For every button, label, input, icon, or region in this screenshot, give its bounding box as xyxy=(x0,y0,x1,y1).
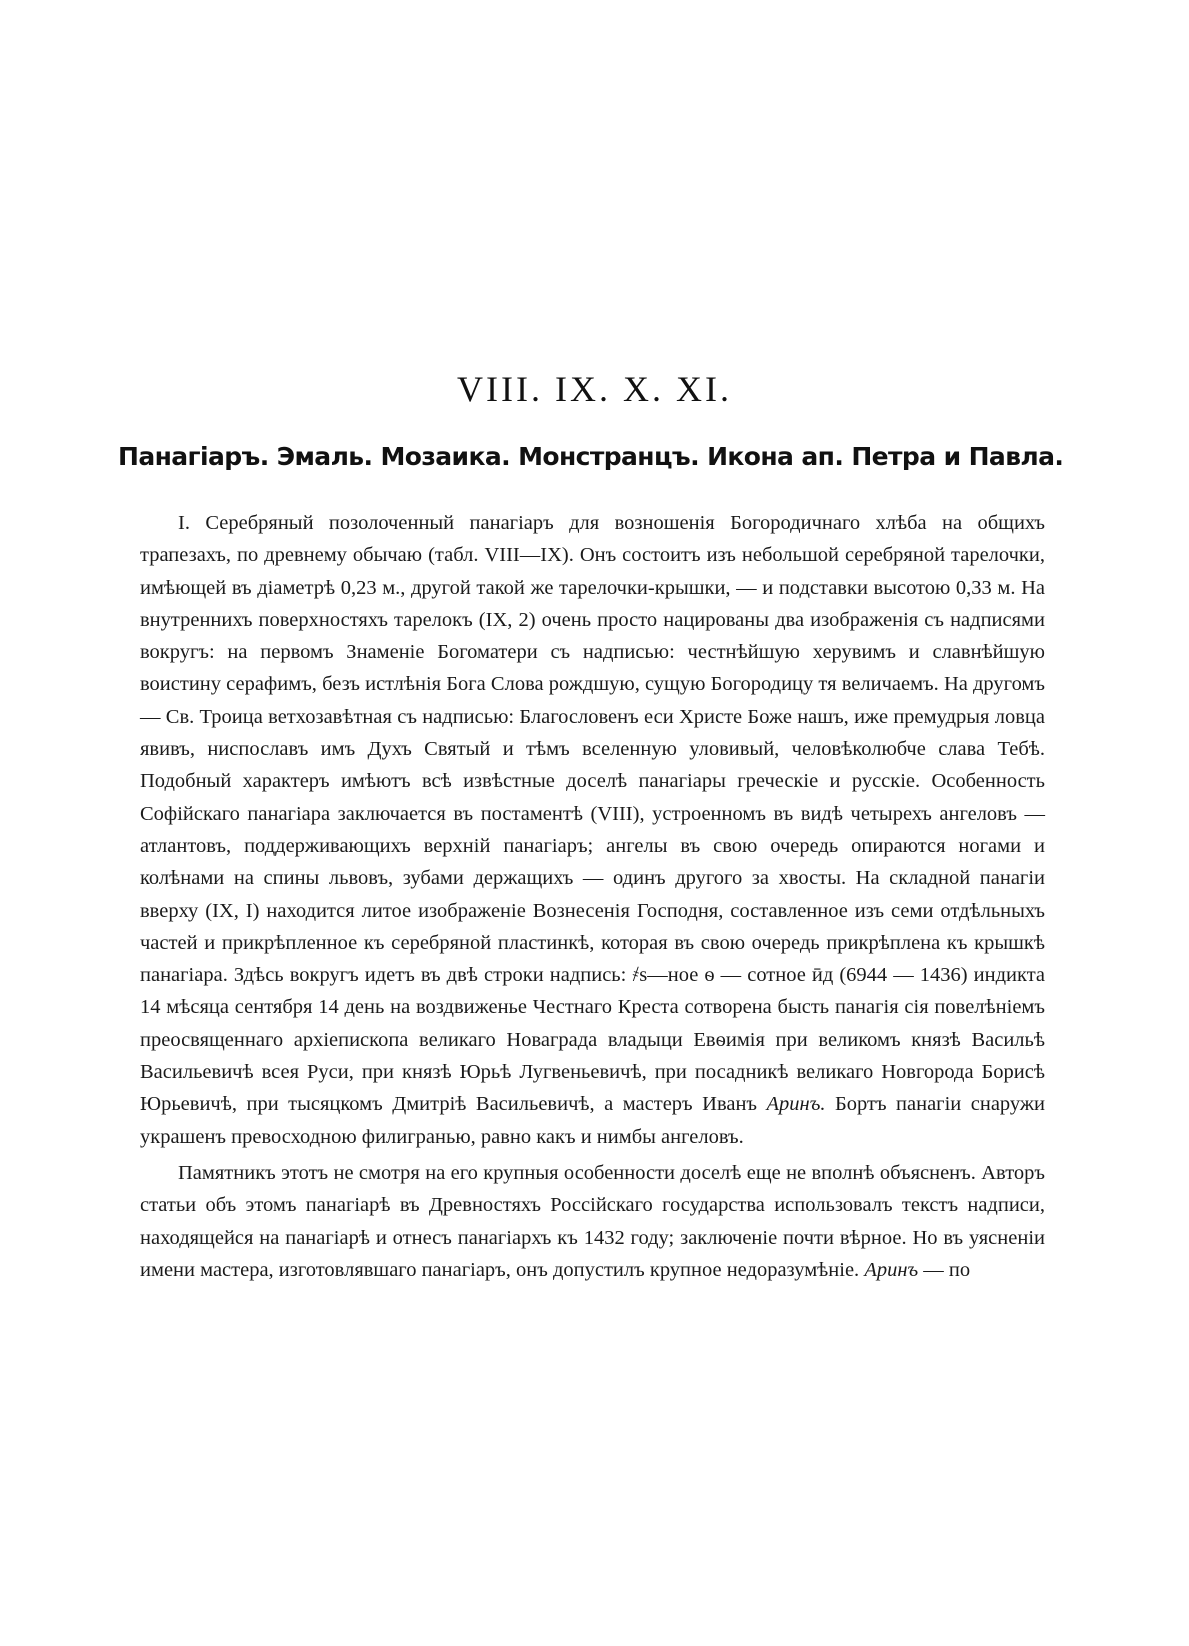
paragraph-1-text-end: Бортъ панагіи снаружи украшенъ превосходною филигранью, равно какъ и нимбы ангеловъ. xyxy=(140,1093,1046,1148)
paragraph-2 xyxy=(140,1157,1045,1286)
article-body xyxy=(140,507,1045,1286)
section-numerals-heading: VIII. IX. X. XI. xyxy=(457,369,732,409)
paragraph-1 xyxy=(140,507,1045,1153)
section-subtitle: Панагіаръ. Эмаль. Мозаика. Монстранцъ. Икона ап. Петра и Павла. xyxy=(118,442,1064,471)
master-name-italic: Аринъ. xyxy=(766,1093,826,1116)
paragraph-2-text: Памятникъ этотъ не смотря на его крупныя особенности доселѣ еще не вполнѣ объясненъ. Авторъ статьи объ этомъ панагіарѣ въ Древностяхъ Россійскаго государства использовалъ текстъ надписи, находящейся на панагіарѣ и отнесъ панагіархъ къ 1432 году; заключеніе почти вѣрное. Но въ уясненіи имени мастера, изготовлявшаго панагіаръ, онъ допустилъ крупное недоразумѣніе. xyxy=(140,1161,1045,1281)
paragraph-2-text-end: — по xyxy=(923,1258,971,1281)
paragraph-1-text: I. Серебряный позолоченный панагіаръ для возношенія Богородичнаго хлѣба на общихъ трапезахъ, по древнему обычаю (табл. VIII—IX). Онъ состоитъ изъ небольшой серебряной тарелочки, имѣющей въ діаметрѣ 0,23 м., другой такой же тарелочки-крышки, — и подставки высотою 0,33 м. На внутреннихъ поверхностяхъ тарелокъ (IX, 2) очень просто нацированы два изображенія съ надписями вокругъ: на первомъ Знаменіе Богоматери съ надписью: честнѣйшую херувимъ и славнѣйшую воистину серафимъ, безъ истлѣнія Бога Слова рождшую, сущую Богородицу тя величаемъ. На другомъ — Св. Троица ветхозавѣтная съ надписью: Благословенъ еси Христе Боже нашъ, иже премудрыя ловца явивъ, ниспославъ имъ Духъ Святый и тѣмъ вселенную уловивый, человѣколюбче слава Тебѣ. Подобный характеръ имѣютъ всѣ извѣстные доселѣ панагіары греческіе и русскіе. Особенность Софійскаго панагіара заключается въ постаментѣ (VIII), устроенномъ въ видѣ четырехъ ангеловъ — атлантовъ, поддерживающихъ верхній панагіаръ; ангелы въ свою очередь опираются ногами и колѣнами на спины львовъ, зубами держащихъ — одинъ другого за хвосты. На складной панагіи вверху (IX, I) находится литое изображеніе Вознесенія Господня, составленное изъ семи отдѣльныхъ частей и прикрѣпленное къ серебряной пластинкѣ, которая въ свою очередь прикрѣплена къ крышкѣ панагіара. Здѣсь вокругъ идетъ въ двѣ строки надпись: ҂ѕ—ное ѳ — сотное ӣд (6944 — 1436) индикта 14 мѣсяца сентября 14 день на воздвиженье Честнаго Креста сотворена бысть панагія сія повелѣніемъ преосвященнаго архіепископа великаго Новаграда владыци Евѳимія при великомъ князѣ Васильѣ Васильевичѣ всея Руси, при князѣ Юрьѣ Лугвеньевичѣ, при посадникѣ великаго Новгорода Борисѣ Юрьевичѣ, при тысяцкомъ Дмитріѣ Васильевичѣ, а мастеръ Иванъ xyxy=(140,512,1045,1116)
master-name-italic-2: Аринъ xyxy=(864,1258,919,1281)
